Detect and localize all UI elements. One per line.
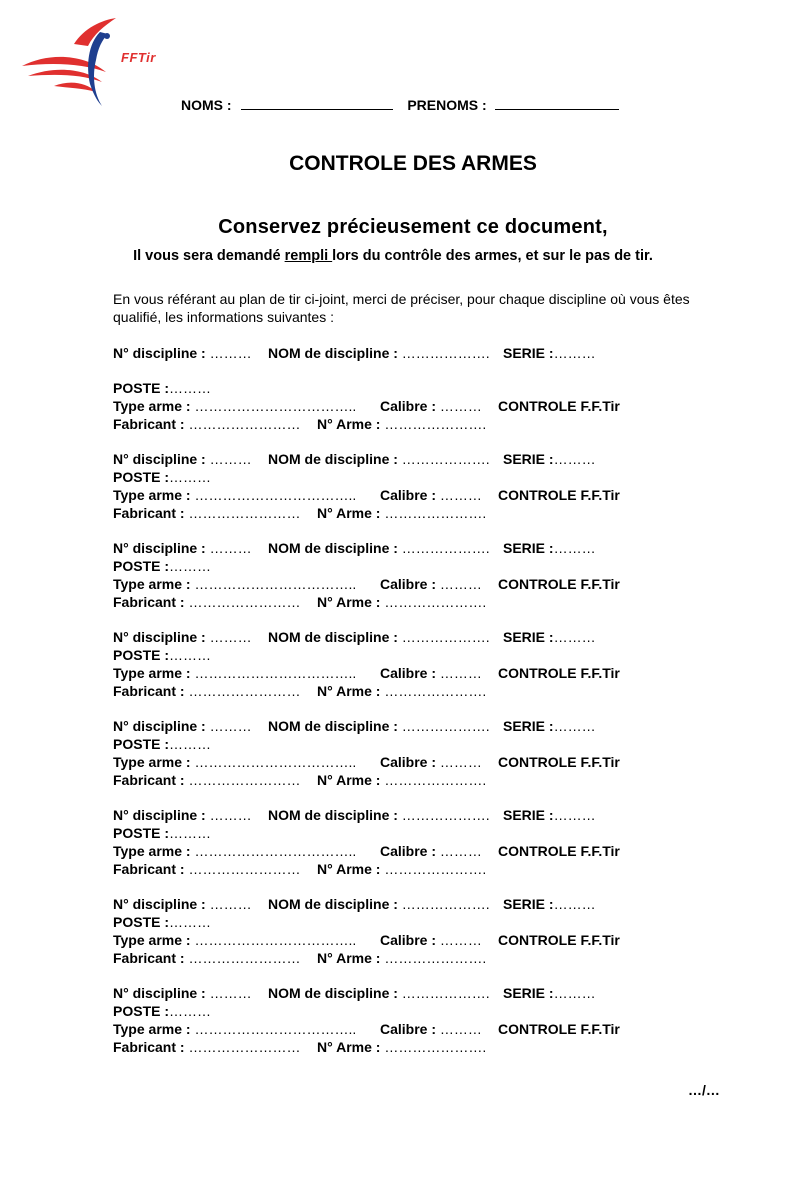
calibre-label: Calibre : [380,487,437,503]
noms-label: NOMS : [181,97,232,113]
controle-label: CONTROLE F.F.Tir [498,487,620,503]
instruction-before: Il vous sera demandé [133,248,285,264]
fabricant-label: Fabricant : [113,861,185,877]
type-arme-dots[interactable]: …………………………….. [194,754,357,770]
arme-no-label: N° Arme : [317,683,381,699]
type-arme-label: Type arme : [113,665,191,681]
type-arme-label: Type arme : [113,843,191,859]
calibre-label: Calibre : [380,932,437,948]
discipline-name-dots[interactable]: ………………. [401,807,490,823]
fabricant-dots[interactable]: …………………… [188,416,301,432]
controle-label: CONTROLE F.F.Tir [498,576,620,592]
discipline-row [113,629,713,647]
discipline-no-dots[interactable]: ……… [209,451,252,467]
serie-label: SERIE : [503,629,554,645]
poste-row [113,825,713,843]
type-arme-dots[interactable]: …………………………….. [194,487,357,503]
arme-no-dots[interactable]: …………………. [384,861,487,877]
type-arme-label: Type arme : [113,576,191,592]
fabricant-label: Fabricant : [113,683,185,699]
discipline-no-dots[interactable]: ……… [209,345,252,361]
controle-label: CONTROLE F.F.Tir [498,754,620,770]
discipline-no-dots[interactable]: ……… [209,540,252,556]
type-arme-dots[interactable]: …………………………….. [194,665,357,681]
arme-no-dots[interactable]: …………………. [384,416,487,432]
discipline-block [113,718,713,790]
fabricant-row [113,594,713,612]
discipline-block [113,345,713,434]
intro-paragraph: En vous référant au plan de tir ci-joint, merci de préciser, pour chaque discipline où vous êtes qualifié, les informations suivantes : [113,291,690,325]
instruction-text [0,248,786,264]
discipline-row [113,451,713,469]
discipline-name-dots[interactable]: ………………. [401,451,490,467]
fftir-logo [14,14,174,114]
instruction-after: lors du contrôle des armes, et sur le pas de tir. [332,248,653,264]
type-arme-row [113,665,713,683]
prenoms-field[interactable] [495,97,619,110]
poste-dots[interactable]: ……… [169,736,212,752]
discipline-name-label: NOM de discipline : [268,345,398,361]
poste-row [113,380,713,398]
discipline-no-dots[interactable]: ……… [209,985,252,1001]
discipline-row [113,985,713,1003]
calibre-dots[interactable]: ……… [439,843,482,859]
poste-label: POSTE : [113,1003,170,1019]
discipline-no-dots[interactable]: ……… [209,718,252,734]
logo-text: FFTir [121,50,156,65]
arme-no-dots[interactable]: …………………. [384,772,487,788]
serie-label: SERIE : [503,540,554,556]
fabricant-dots[interactable]: …………………… [188,1039,301,1055]
arme-no-dots[interactable]: …………………. [384,505,487,521]
poste-row [113,1003,713,1021]
fabricant-dots[interactable]: …………………… [188,772,301,788]
type-arme-dots[interactable]: …………………………….. [194,576,357,592]
type-arme-dots[interactable]: …………………………….. [194,398,357,414]
calibre-dots[interactable]: ……… [439,754,482,770]
type-arme-label: Type arme : [113,754,191,770]
fabricant-label: Fabricant : [113,505,185,521]
serie-dots[interactable]: ……… [553,345,596,361]
discipline-block [113,807,713,879]
serie-dots[interactable]: ……… [553,807,596,823]
poste-label: POSTE : [113,469,170,485]
calibre-label: Calibre : [380,398,437,414]
poste-dots[interactable]: ……… [169,1003,212,1019]
serie-dots[interactable]: ……… [553,540,596,556]
discipline-no-label: N° discipline : [113,896,206,912]
page-title: CONTROLE DES ARMES [289,152,537,175]
discipline-no-label: N° discipline : [113,807,206,823]
discipline-block [113,540,713,612]
poste-label: POSTE : [113,736,170,752]
poste-row [113,469,713,487]
arme-no-dots[interactable]: …………………. [384,950,487,966]
poste-label: POSTE : [113,380,170,396]
poste-label: POSTE : [113,825,170,841]
arme-no-label: N° Arme : [317,594,381,610]
serie-label: SERIE : [503,896,554,912]
fabricant-dots[interactable]: …………………… [188,683,301,699]
fabricant-row [113,1039,713,1057]
poste-row [113,558,713,576]
page-subtitle: Conservez précieusement ce document, [218,216,608,238]
fabricant-dots[interactable]: …………………… [188,861,301,877]
calibre-dots[interactable]: ……… [439,665,482,681]
discipline-no-dots[interactable]: ……… [209,896,252,912]
calibre-dots[interactable]: ……… [439,1021,482,1037]
fabricant-label: Fabricant : [113,416,185,432]
arme-no-label: N° Arme : [317,772,381,788]
arme-no-label: N° Arme : [317,505,381,521]
type-arme-label: Type arme : [113,487,191,503]
poste-row [113,647,713,665]
discipline-name-dots[interactable]: ………………. [401,540,490,556]
controle-label: CONTROLE F.F.Tir [498,843,620,859]
poste-dots[interactable]: ……… [169,558,212,574]
serie-label: SERIE : [503,345,554,361]
calibre-label: Calibre : [380,576,437,592]
names-line [181,97,619,113]
type-arme-row [113,843,713,861]
controle-label: CONTROLE F.F.Tir [498,665,620,681]
serie-dots[interactable]: ……… [553,985,596,1001]
type-arme-row [113,576,713,594]
type-arme-label: Type arme : [113,398,191,414]
prenoms-label: PRENOMS : [407,97,487,113]
serie-dots[interactable]: ……… [553,718,596,734]
discipline-name-dots[interactable]: ………………. [401,629,490,645]
poste-label: POSTE : [113,914,170,930]
arme-no-label: N° Arme : [317,416,381,432]
calibre-dots[interactable]: ……… [439,932,482,948]
poste-label: POSTE : [113,558,170,574]
arme-no-dots[interactable]: …………………. [384,1039,487,1055]
poste-label: POSTE : [113,647,170,663]
fabricant-row [113,416,713,434]
discipline-name-dots[interactable]: ………………. [401,718,490,734]
controle-label: CONTROLE F.F.Tir [498,1021,620,1037]
calibre-label: Calibre : [380,843,437,859]
discipline-name-label: NOM de discipline : [268,629,398,645]
discipline-no-label: N° discipline : [113,451,206,467]
fabricant-row [113,950,713,968]
discipline-row [113,718,713,736]
discipline-row [113,807,713,825]
discipline-no-dots[interactable]: ……… [209,807,252,823]
fabricant-row [113,772,713,790]
serie-dots[interactable]: ……… [553,629,596,645]
arme-no-label: N° Arme : [317,950,381,966]
type-arme-dots[interactable]: …………………………….. [194,932,357,948]
discipline-row [113,896,713,914]
discipline-name-dots[interactable]: ………………. [401,896,490,912]
arme-no-label: N° Arme : [317,861,381,877]
type-arme-row [113,487,713,505]
fabricant-dots[interactable]: …………………… [188,594,301,610]
serie-dots[interactable]: ……… [553,451,596,467]
discipline-no-label: N° discipline : [113,540,206,556]
discipline-name-dots[interactable]: ………………. [401,985,490,1001]
type-arme-label: Type arme : [113,1021,191,1037]
calibre-label: Calibre : [380,665,437,681]
discipline-block [113,451,713,523]
fabricant-row [113,861,713,879]
discipline-no-label: N° discipline : [113,345,206,361]
arme-no-dots[interactable]: …………………. [384,683,487,699]
type-arme-label: Type arme : [113,932,191,948]
instruction-underlined: rempli [284,248,333,264]
discipline-block [113,985,713,1057]
discipline-name-label: NOM de discipline : [268,807,398,823]
poste-dots[interactable]: ……… [169,380,212,396]
serie-dots[interactable]: ……… [553,896,596,912]
discipline-name-label: NOM de discipline : [268,718,398,734]
discipline-name-label: NOM de discipline : [268,896,398,912]
fabricant-dots[interactable]: …………………… [188,950,301,966]
noms-field[interactable] [241,97,393,110]
discipline-no-label: N° discipline : [113,718,206,734]
fabricant-label: Fabricant : [113,950,185,966]
discipline-name-label: NOM de discipline : [268,451,398,467]
discipline-block [113,896,713,968]
serie-label: SERIE : [503,807,554,823]
discipline-no-label: N° discipline : [113,629,206,645]
poste-row [113,736,713,754]
fabricant-row [113,505,713,523]
type-arme-row [113,398,713,416]
arme-no-dots[interactable]: …………………. [384,594,487,610]
calibre-label: Calibre : [380,754,437,770]
continued-marker: …/… [688,1082,720,1098]
serie-label: SERIE : [503,985,554,1001]
discipline-row [113,540,713,558]
type-arme-row [113,1021,713,1039]
poste-dots[interactable]: ……… [169,469,212,485]
discipline-name-label: NOM de discipline : [268,985,398,1001]
fabricant-row [113,683,713,701]
fabricant-dots[interactable]: …………………… [188,505,301,521]
fabricant-label: Fabricant : [113,594,185,610]
poste-row [113,914,713,932]
serie-label: SERIE : [503,718,554,734]
calibre-dots[interactable]: ……… [439,576,482,592]
controle-label: CONTROLE F.F.Tir [498,932,620,948]
type-arme-row [113,932,713,950]
arme-no-label: N° Arme : [317,1039,381,1055]
type-arme-dots[interactable]: …………………………….. [194,1021,357,1037]
fabricant-label: Fabricant : [113,772,185,788]
calibre-label: Calibre : [380,1021,437,1037]
calibre-dots[interactable]: ……… [439,398,482,414]
discipline-row [113,345,713,363]
discipline-no-dots[interactable]: ……… [209,629,252,645]
type-arme-row [113,754,713,772]
poste-dots[interactable]: ……… [169,825,212,841]
discipline-name-label: NOM de discipline : [268,540,398,556]
controle-label: CONTROLE F.F.Tir [498,398,620,414]
fabricant-label: Fabricant : [113,1039,185,1055]
poste-dots[interactable]: ……… [169,914,212,930]
serie-label: SERIE : [503,451,554,467]
discipline-name-dots[interactable]: ………………. [401,345,490,361]
calibre-dots[interactable]: ……… [439,487,482,503]
discipline-block [113,629,713,701]
poste-dots[interactable]: ……… [169,647,212,663]
discipline-no-label: N° discipline : [113,985,206,1001]
type-arme-dots[interactable]: …………………………….. [194,843,357,859]
